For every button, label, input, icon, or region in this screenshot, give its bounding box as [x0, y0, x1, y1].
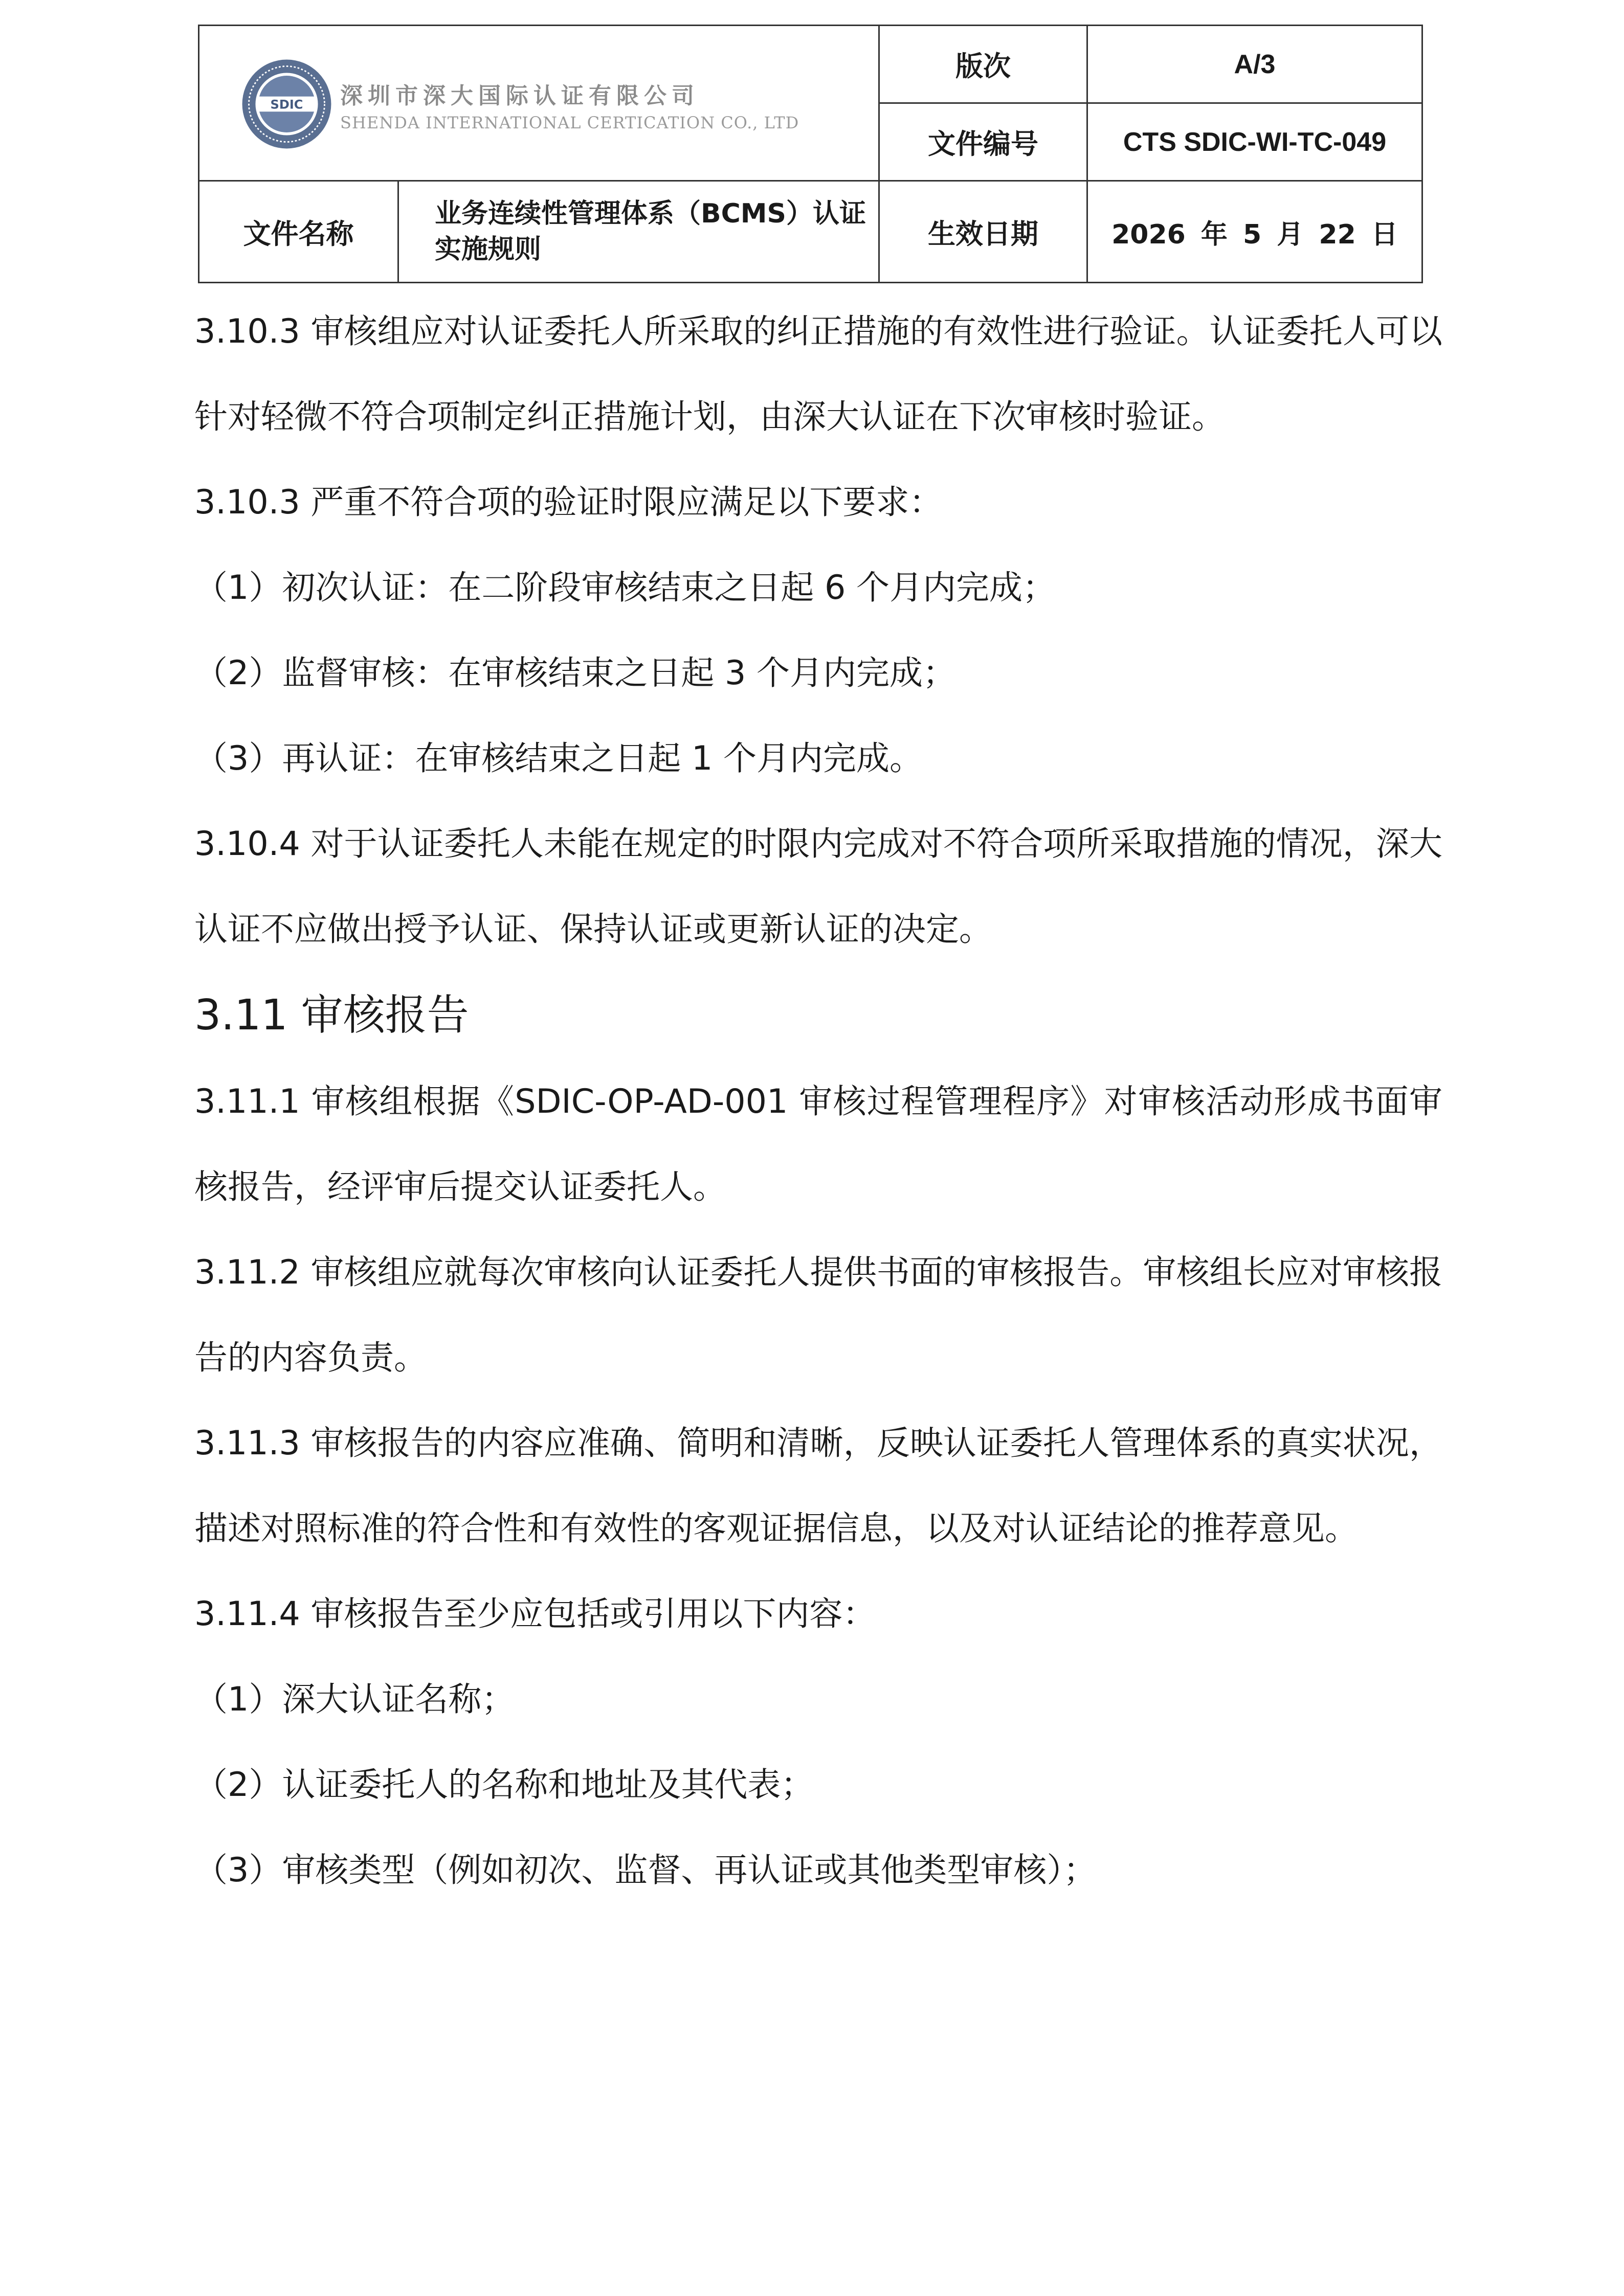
list-item: （1）初次认证：在二阶段审核结束之日起 6 个月内完成；: [194, 569, 1056, 607]
document-number-value: CTS SDIC-WI-TC-049: [1087, 103, 1422, 181]
clause-3-11-1: 3.11.1 审核组根据《SDIC-OP-AD-001 审核过程管理程序》对审核活动形成书面审核报告，经评审后提交认证委托人。: [194, 1083, 1442, 1206]
list-item: （3）审核类型（例如初次、监督、再认证或其他类型审核）；: [194, 1851, 1097, 1889]
document-name-label: 文件名称: [199, 181, 398, 283]
document-body: [194, 289, 1442, 1913]
clause-3-11-4: 3.11.4 审核报告至少应包括或引用以下内容：: [194, 1595, 876, 1633]
company-logo-icon: [239, 57, 334, 151]
edition-value: A/3: [1087, 26, 1422, 103]
section-heading-3-11: 3.11 审核报告: [194, 991, 469, 1040]
effective-date-label: 生效日期: [879, 181, 1087, 283]
company-name-cn: 深圳市深大国际认证有限公司: [340, 83, 699, 109]
company-name-en: SHENDA INTERNATIONAL CERTICATION CO., LTD: [340, 113, 799, 132]
clause-3-10-3-verification: 3.10.3 审核组应对认证委托人所采取的纠正措施的有效性进行验证。认证委托人可以针对轻微不符合项制定纠正措施计划，由深大认证在下次审核时验证。: [194, 312, 1442, 436]
edition-label: 版次: [879, 26, 1087, 103]
clause-3-10-3-time-limits: 3.10.3 严重不符合项的验证时限应满足以下要求：: [194, 483, 943, 522]
list-item: （3）再认证：在审核结束之日起 1 个月内完成。: [194, 739, 923, 778]
document-name-value: 业务连续性管理体系（BCMS）认证实施规则: [398, 181, 879, 283]
effective-date-value: 2026 年 5 月 22 日: [1087, 181, 1422, 283]
company-logo-cell: [199, 26, 879, 181]
list-item: （2）监督审核：在审核结束之日起 3 个月内完成；: [194, 654, 956, 692]
clause-3-11-2: 3.11.2 审核组应就每次审核向认证委托人提供书面的审核报告。审核组长应对审核报告的内容负责。: [194, 1253, 1442, 1377]
logo-text: SDIC: [270, 97, 303, 112]
list-item: （1）深大认证名称；: [194, 1680, 515, 1719]
document-header-table: [198, 25, 1423, 283]
list-item: （2）认证委托人的名称和地址及其代表；: [194, 1766, 814, 1804]
document-number-label: 文件编号: [879, 103, 1087, 181]
clause-3-10-4: 3.10.4 对于认证委托人未能在规定的时限内完成对不符合项所采取措施的情况，深大认证不应做出授予认证、保持认证或更新认证的决定。: [194, 825, 1442, 949]
clause-3-11-3: 3.11.3 审核报告的内容应准确、简明和清晰，反映认证委托人管理体系的真实状况，描述对照标准的符合性和有效性的客观证据信息，以及对认证结论的推荐意见。: [194, 1424, 1442, 1548]
